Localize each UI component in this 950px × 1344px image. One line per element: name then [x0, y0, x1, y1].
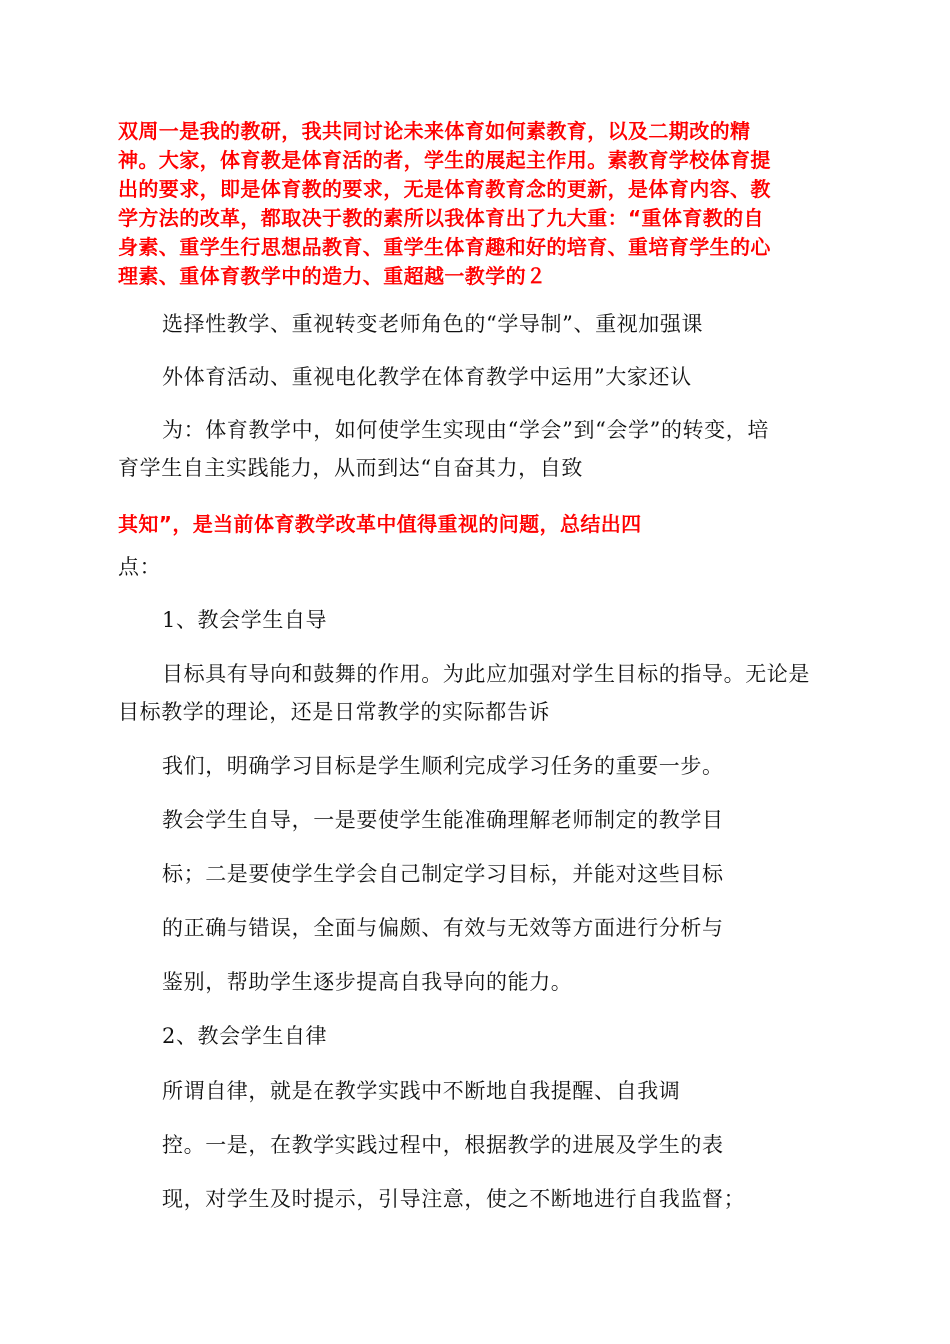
paragraph-line: 目标教学的理论，还是日常教学的实际都告诉	[118, 700, 550, 724]
paragraph-line: 目标具有导向和鼓舞的作用。为此应加强对学生目标的指导。无论是	[162, 662, 810, 686]
section-heading-2: 2、教会学生自律	[162, 1024, 328, 1048]
red-paragraph-line-4: 学方法的改革，都取决于教的素所以我体育出了九大重：“重体育教的自	[118, 206, 764, 230]
paragraph-line: 我们，明确学习目标是学生顺利完成学习任务的重要一步。	[162, 754, 724, 778]
paragraph-line: 控。一是，在教学实践过程中，根据教学的进展及学生的表	[162, 1133, 724, 1157]
section-heading-1: 1、教会学生自导	[162, 608, 328, 632]
red-paragraph-line-1: 双周一是我的教研，我共同讨论未来体育如何素教育，以及二期改的精	[118, 119, 751, 143]
paragraph-line: 标；二是要使学生学会自己制定学习目标，并能对这些目标	[162, 862, 724, 886]
paragraph-line: 鉴别，帮助学生逐步提高自我导向的能力。	[162, 970, 573, 994]
paragraph-line: 的正确与错误，全面与偏颇、有效与无效等方面进行分析与	[162, 916, 724, 940]
paragraph-line: 点：	[118, 555, 162, 579]
paragraph-line: 外体育活动、重视电化教学在体育教学中运用”大家还认	[162, 365, 692, 389]
paragraph-line: 现，对学生及时提示，引导注意，使之不断地进行自我监督；	[162, 1187, 746, 1211]
red-highlight-line: 其知”，是当前体育教学改革中值得重视的问题，总结出四	[118, 512, 642, 536]
red-paragraph-line-5: 身素、重学生行思想品教育、重学生体育趣和好的培育、重培育学生的心	[118, 235, 771, 259]
red-paragraph-line-2: 神。大家，体育教是体育活的者，学生的展起主作用。素教育学校体育提	[118, 148, 771, 172]
paragraph-line: 所谓自律，就是在教学实践中不断地自我提醒、自我调	[162, 1079, 681, 1103]
red-paragraph-line-3: 出的要求，即是体育教的要求，无是体育教育念的更新，是体育内容、教	[118, 177, 771, 201]
paragraph-line: 教会学生自导，一是要使学生能准确理解老师制定的教学目	[162, 808, 724, 832]
red-paragraph-line-6: 理素、重体育教学中的造力、重超越一教学的２	[118, 264, 547, 288]
paragraph-line: 为：体育教学中，如何使学生实现由“学会”到“会学”的转变，培	[162, 418, 769, 442]
paragraph-line: 育学生自主实践能力，从而到达“自奋其力，自致	[118, 456, 583, 480]
paragraph-line: 选择性教学、重视转变老师角色的“学导制”、重视加强课	[162, 312, 704, 336]
